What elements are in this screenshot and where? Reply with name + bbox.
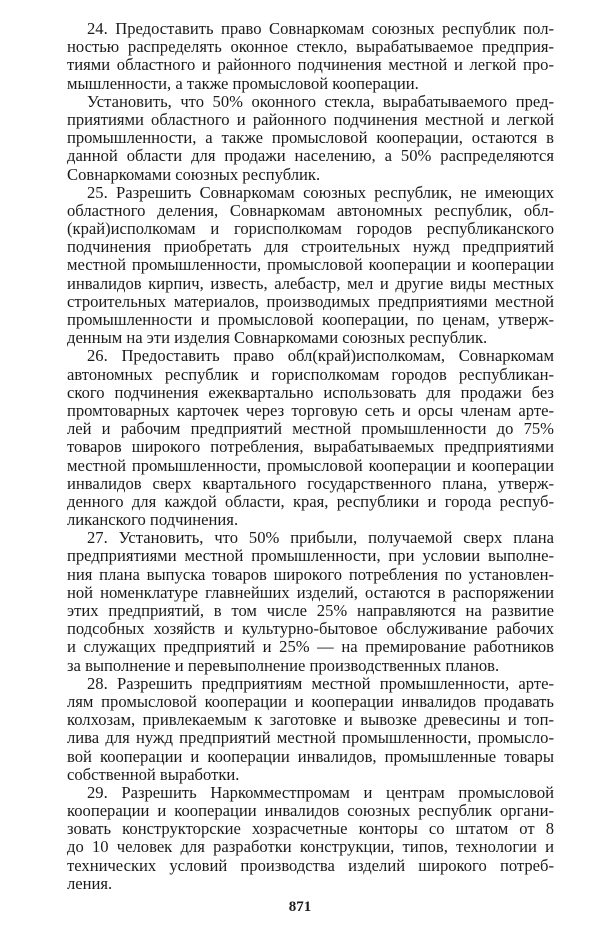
text-line: Установить, что 50% оконного стекла, вырабатываемого пред- [87, 92, 554, 111]
text-line: и служащих предприятий и 25% — на премирование работников [67, 638, 554, 657]
text-line: 28. Разрешить предприятиям местной промышленности, арте- [87, 674, 554, 693]
paragraph [67, 347, 554, 529]
text-line: вой кооперации и кооперации инвалидов, промышленные товары [67, 747, 554, 766]
text-line: 29. Разрешить Наркомместпромам и центрам промысловой [87, 783, 554, 802]
text-line: подсобных хозяйств и культурно-бытовое обслуживание рабочих [67, 620, 554, 639]
text-line: кооперации и кооперации инвалидов союзных республик органи- [67, 802, 554, 821]
text-line: 24. Предоставить право Совнаркомам союзных республик пол- [87, 20, 554, 38]
text-line: областного деления, Совнаркомам автономных республик, обл- [67, 201, 554, 220]
text-line: приятиями областного и районного подчинения местной и легкой [67, 110, 554, 129]
text-line: подчинения приобретать для строительных нужд предприятий [67, 238, 554, 257]
text-line: лива для нужд предприятий местной промышленности, промысло- [67, 729, 554, 748]
text-line: ского подчинения ежеквартально использовать для продажи без [67, 383, 554, 402]
text-line: собственной выработки. [67, 765, 240, 784]
text-line: ностью распределять оконное стекло, вырабатываемое предприя- [67, 38, 554, 57]
text-line: мышленности, а также промысловой кооперации. [67, 74, 419, 93]
text-line: колхозам, привлекаемым к заготовке и вывозке древесины и топ- [67, 711, 554, 730]
text-line: 25. Разрешить Совнаркомам союзных республик, не имеющих [87, 183, 554, 202]
text-line: местной промышленности, промысловой кооперации и кооперации [67, 256, 554, 275]
text-line: инвалидов сверх квартального государственного плана, утверж- [67, 474, 554, 493]
text-line: ной номенклатуре главнейших изделий, остаются в распоряжении [67, 583, 554, 602]
text-line: ния плана выпуска товаров широкого потребления по установлен- [67, 565, 554, 584]
text-line: промышленности, а также промысловой кооперации, остаются в [67, 129, 554, 148]
text-line: данной области для продажи населению, а 50% распределяются [67, 147, 554, 166]
text-line: до 10 человек для разработки конструкции, типов, технологии и [67, 838, 554, 857]
text-line: автономных республик и горисполкомам городов республикан- [67, 365, 554, 384]
text-line: лей и рабочим предприятий местной промышленности до 75% [67, 420, 554, 439]
paragraph [67, 93, 554, 184]
paragraph [67, 529, 554, 675]
text-line: промтоварных карточек через торговую сеть и орсы членам арте- [67, 401, 554, 420]
text-line: (край)исполкомам и горисполкомам городов республиканского [67, 220, 554, 239]
text-line: этих предприятий, в том числе 25% направляются на развитие [67, 602, 554, 620]
page-number: 871 [288, 899, 312, 915]
text-line: лям промысловой кооперации и кооперации инвалидов продавать [67, 692, 554, 711]
text-line: 27. Установить, что 50% прибыли, получаемой сверх плана [87, 529, 554, 548]
text-line: ления. [67, 874, 113, 893]
text-line: денным на эти изделия Совнаркомами союзных республик. [67, 329, 488, 348]
paragraph [67, 675, 554, 784]
text-line: зовать конструкторские хозрасчетные конторы со штатом от 8 [67, 820, 554, 839]
text-line: местной промышленности, промысловой кооперации и кооперации [67, 456, 554, 475]
text-line: тиями областного и районного подчинения местной и легкой про- [67, 56, 554, 75]
text-line: ликанского подчинения. [67, 511, 239, 530]
text-line: технических условий производства изделий широкого потреб- [67, 856, 554, 875]
document-body [67, 20, 554, 893]
text-line: 26. Предоставить право обл(край)исполкомам, Совнаркомам [87, 347, 554, 366]
text-line: товаров широкого потребления, вырабатываемых предприятиями [67, 438, 554, 457]
paragraph [67, 784, 554, 893]
text-line: денного для каждой области, края, республики и города респуб- [67, 492, 554, 511]
text-line: инвалидов кирпич, известь, алебастр, мел и другие виды местных [67, 274, 554, 293]
text-line: за выполнение и перевыполнение производственных планов. [67, 656, 500, 675]
text-line: промышленности и промысловой кооперации, по ценам, утверж- [67, 311, 554, 329]
text-line: предприятиями местной промышленности, при условии выполне- [67, 547, 554, 566]
text-line: Совнаркомами союзных республик. [67, 165, 321, 184]
text-line: строительных материалов, производимых предприятиями местной [67, 292, 554, 311]
paragraph [67, 184, 554, 348]
paragraph [67, 20, 554, 93]
